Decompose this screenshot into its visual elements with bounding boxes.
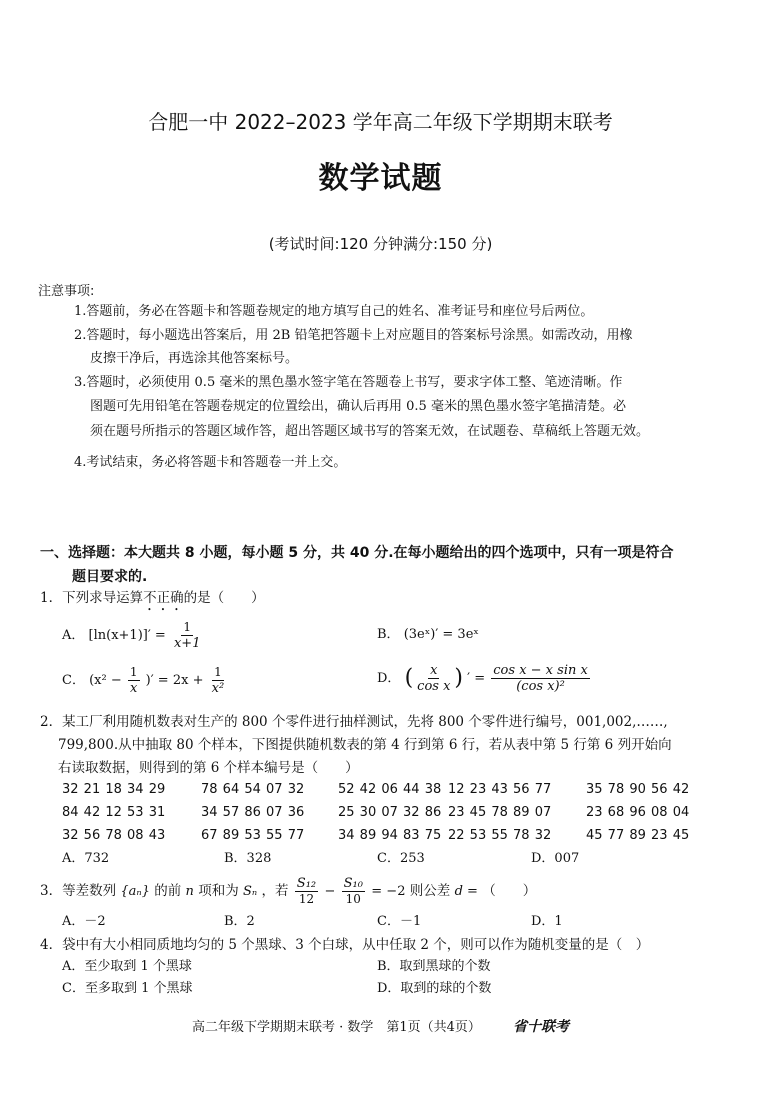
notice-item: 3.答题时，必须使用 0.5 毫米的黑色墨水签字笔在答题卷上书写，要求字体工整、笔迹清晰。作: [74, 375, 623, 390]
question-2-line3: 右读取数据，则得到的第 6 个样本编号是（ ）: [58, 760, 359, 776]
footer-text: 高二年级下学期期末联考 · 数学 第1页（共4页）: [191, 1020, 481, 1035]
q3-text: 项和为: [198, 883, 239, 899]
option-a: A．732: [62, 851, 110, 866]
table-cell: 35 78 90 56 42: [586, 782, 690, 797]
denominator: 10: [345, 892, 361, 906]
notice-item: 4.考试结束，务必将答题卡和答题卷一并上交。: [74, 455, 347, 470]
math-expr: {aₙ}: [120, 884, 150, 899]
table-cell: 52 42 06 44 38: [338, 782, 442, 797]
numerator: cos x − x sin x: [493, 663, 588, 678]
option-d: D．007: [531, 851, 580, 866]
q1-option-d: [377, 663, 707, 694]
section-heading-line1: 一、选择题：本大题共 8 小题，每小题 5 分，共 40 分.在每小题给出的四个选项中，只有一项是符合: [40, 545, 674, 561]
math-expr: [ln(x+1)]′ =: [88, 628, 166, 643]
subject-title: 数学试题: [318, 161, 443, 196]
table-cell: 23 68 96 08 04: [586, 805, 690, 820]
q1-stem-post: 的是（ ）: [183, 590, 265, 606]
question-1-stem: [40, 587, 730, 614]
option-a: A．－2: [62, 914, 106, 929]
question-2-line1: 2．某工厂利用随机数表对生产的 800 个零件进行抽样测试，先将 800 个零件进行编号，001,002,……,: [40, 714, 668, 730]
q4-option-a: A．至少取到 1 个黑球: [62, 959, 192, 974]
denominator: x+1: [173, 636, 201, 651]
q4-option-d: D．取到的球的个数: [377, 981, 492, 996]
numerator: S₁₀: [343, 876, 363, 891]
table-cell: 32 56 78 08 43: [62, 828, 166, 843]
numerator: x: [430, 663, 438, 678]
math-expr: ′ =: [467, 671, 486, 686]
table-cell: 84 42 12 53 31: [62, 805, 166, 820]
option-b: B．328: [224, 851, 272, 866]
fraction: [491, 663, 590, 694]
numerator: 1: [183, 620, 192, 634]
q3-text: 3．等差数列: [40, 883, 117, 899]
fraction: [342, 876, 365, 907]
q1-stem-emphasis: 不正确: [143, 590, 184, 606]
math-expr: Sₙ: [243, 884, 258, 899]
table-cell: 12 23 43 56 77: [448, 782, 552, 797]
q4-option-c: C．至多取到 1 个黑球: [62, 981, 193, 996]
numerator: 1: [214, 665, 222, 679]
table-cell: 25 30 07 32 86: [338, 805, 442, 820]
fraction: [415, 663, 452, 694]
notice-item: 皮擦干净后，再选涂其他答案标号。: [90, 351, 299, 366]
q1-stem-pre: 1．下列求导运算: [40, 590, 144, 606]
table-cell: 22 53 55 78 32: [448, 828, 552, 843]
math-expr: )′ = 2x +: [145, 673, 204, 688]
fraction: [295, 876, 318, 907]
table-cell: 34 57 86 07 36: [201, 805, 305, 820]
q3-text: ，若: [261, 883, 289, 899]
page-footer: [0, 1016, 761, 1036]
math-expr: d =: [454, 884, 478, 899]
option-d: D．1: [531, 914, 563, 929]
notice-heading: 注意事项:: [38, 284, 95, 299]
q1-option-c: [62, 665, 362, 696]
question-3-stem: [40, 876, 730, 907]
table-row: [62, 782, 742, 805]
math-expr: n: [185, 884, 194, 899]
fraction: [210, 665, 227, 696]
table-cell: 32 21 18 34 29: [62, 782, 166, 797]
option-label: B．: [377, 627, 400, 642]
q3-text: 则公差: [409, 883, 451, 899]
random-number-table: [62, 782, 742, 851]
table-cell: 67 89 53 55 77: [201, 828, 305, 843]
exam-title: 合肥一中 2022–2023 学年高二年级下学期期末联考: [148, 110, 613, 134]
math-expr: −: [324, 884, 336, 899]
option-b: B．2: [224, 914, 255, 929]
denominator: cos x: [417, 679, 451, 694]
option-label: A．: [62, 628, 85, 643]
q3-text: 的前: [154, 883, 182, 899]
fraction: [172, 620, 203, 651]
q1-option-a: [62, 620, 362, 651]
table-row: [62, 805, 742, 828]
option-label: D．: [377, 671, 401, 686]
notice-item: 1.答题前，务必在答题卡和答题卷规定的地方填写自己的姓名、准考证号和座位号后两位。: [74, 304, 594, 319]
notice-item: 须在题号所指示的答题区域作答，超出答题区域书写的答案无效，在试题卷、草稿纸上答题无效。: [90, 424, 650, 439]
q3-options: [62, 911, 742, 933]
math-expr: (x² −: [89, 673, 122, 688]
denominator: (cos x)²: [516, 679, 565, 694]
q4-option-b: B．取到黑球的个数: [377, 959, 491, 974]
option-c: C．253: [377, 851, 425, 866]
q2-options: [62, 848, 742, 870]
notice-item: 图题可先用铅笔在答题卷规定的位置绘出，确认后再用 0.5 毫米的黑色墨水签字笔描清楚。必: [90, 399, 626, 414]
q3-text: （ ）: [482, 883, 537, 899]
math-expr: (3eˣ)′ = 3eˣ: [403, 627, 479, 642]
section-heading: [40, 541, 730, 589]
table-cell: 78 64 54 07 32: [201, 782, 305, 797]
notice-item: 2.答题时，每小题选出答案后，用 2B 铅笔把答题卡上对应题目的答案标号涂黑。如需改动，用橡: [74, 328, 633, 343]
denominator: x²: [211, 681, 225, 696]
numerator: S₁₂: [296, 876, 317, 891]
footer-stamp: 省十联考: [513, 1019, 570, 1035]
numerator: 1: [129, 665, 138, 679]
paren-open: (: [404, 665, 414, 691]
fraction: [128, 665, 140, 696]
section-heading-line2: 题目要求的.: [72, 569, 148, 585]
denominator: x: [130, 681, 138, 696]
question-4-stem: 4．袋中有大小相同质地均匀的 5 个黑球、3 个白球，从中任取 2 个，则可以作为随机变量的是（ ）: [40, 937, 650, 953]
table-cell: 34 89 94 83 75: [338, 828, 442, 843]
question-2-line2: 799,800.从中抽取 80 个样本，下图提供随机数表的第 4 行到第 6 行，若从表中第 5 行第 6 列开始向: [58, 737, 672, 753]
denominator: 12: [298, 892, 315, 906]
table-cell: 45 77 89 23 45: [586, 828, 690, 843]
q1-option-b: [377, 624, 677, 646]
option-c: C．－1: [377, 914, 422, 929]
paren-close: ): [454, 665, 464, 691]
option-label: C．: [62, 673, 85, 688]
exam-info: (考试时间:120 分钟满分:150 分): [268, 235, 493, 253]
table-cell: 23 45 78 89 07: [448, 805, 552, 820]
math-expr: = −2: [371, 884, 406, 899]
